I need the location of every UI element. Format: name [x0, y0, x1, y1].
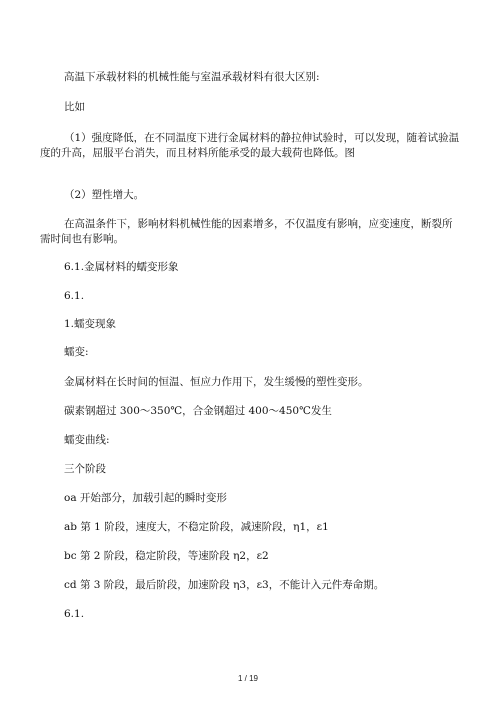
definition-creep: 金属材料在长时间的恒温、恒应力作用下，发生缓慢的塑性变形。: [64, 376, 369, 388]
section-number-trailing: 6.1.: [64, 608, 85, 620]
paragraph-plasticity: （2）塑性增大。: [64, 189, 145, 201]
paragraph-strength: （1）强度降低，在不同温度下进行金属材料的静拉伸试验时，可以发现，随着试验温度的升高，屈服平台消失，而且材料所能承受的最大载荷也降低。图: [40, 132, 460, 159]
temperature-note: 碳素钢超过 300～350℃，合金钢超过 400～450℃发生: [64, 405, 332, 417]
paragraph-intro: 高温下承载材料的机械性能与室温承载材料有很大区别:: [64, 71, 320, 83]
stage-bc: bc 第 2 阶段，稳定阶段，等速阶段 η2，ε2: [64, 550, 269, 562]
section-heading: 6.1.金属材料的蠕变形象: [64, 261, 179, 273]
term-creep: 蠕变:: [64, 346, 89, 358]
stage-cd: cd 第 3 阶段，最后阶段，加速阶段 η3，ε3，不能计入元件寿命期。: [64, 579, 385, 591]
stage-ab: ab 第 1 阶段，速度大，不稳定阶段，减速阶段，η1，ε1: [64, 521, 329, 533]
page-number: 1 / 19: [237, 674, 258, 683]
paragraph-factors: 在高温条件下，影响材料机械性能的因素增多，不仅温度有影响，应变速度，断裂所需时间也有影响。: [40, 218, 453, 245]
section-number: 6.1.: [64, 290, 85, 302]
subsection-heading: 1.蠕变现象: [64, 318, 117, 330]
term-creep-curve: 蠕变曲线:: [64, 434, 110, 446]
stage-oa: oa 开始部分，加载引起的瞬时变形: [64, 492, 227, 504]
stages-heading: 三个阶段: [64, 463, 106, 475]
paragraph-example: 比如: [64, 101, 85, 113]
